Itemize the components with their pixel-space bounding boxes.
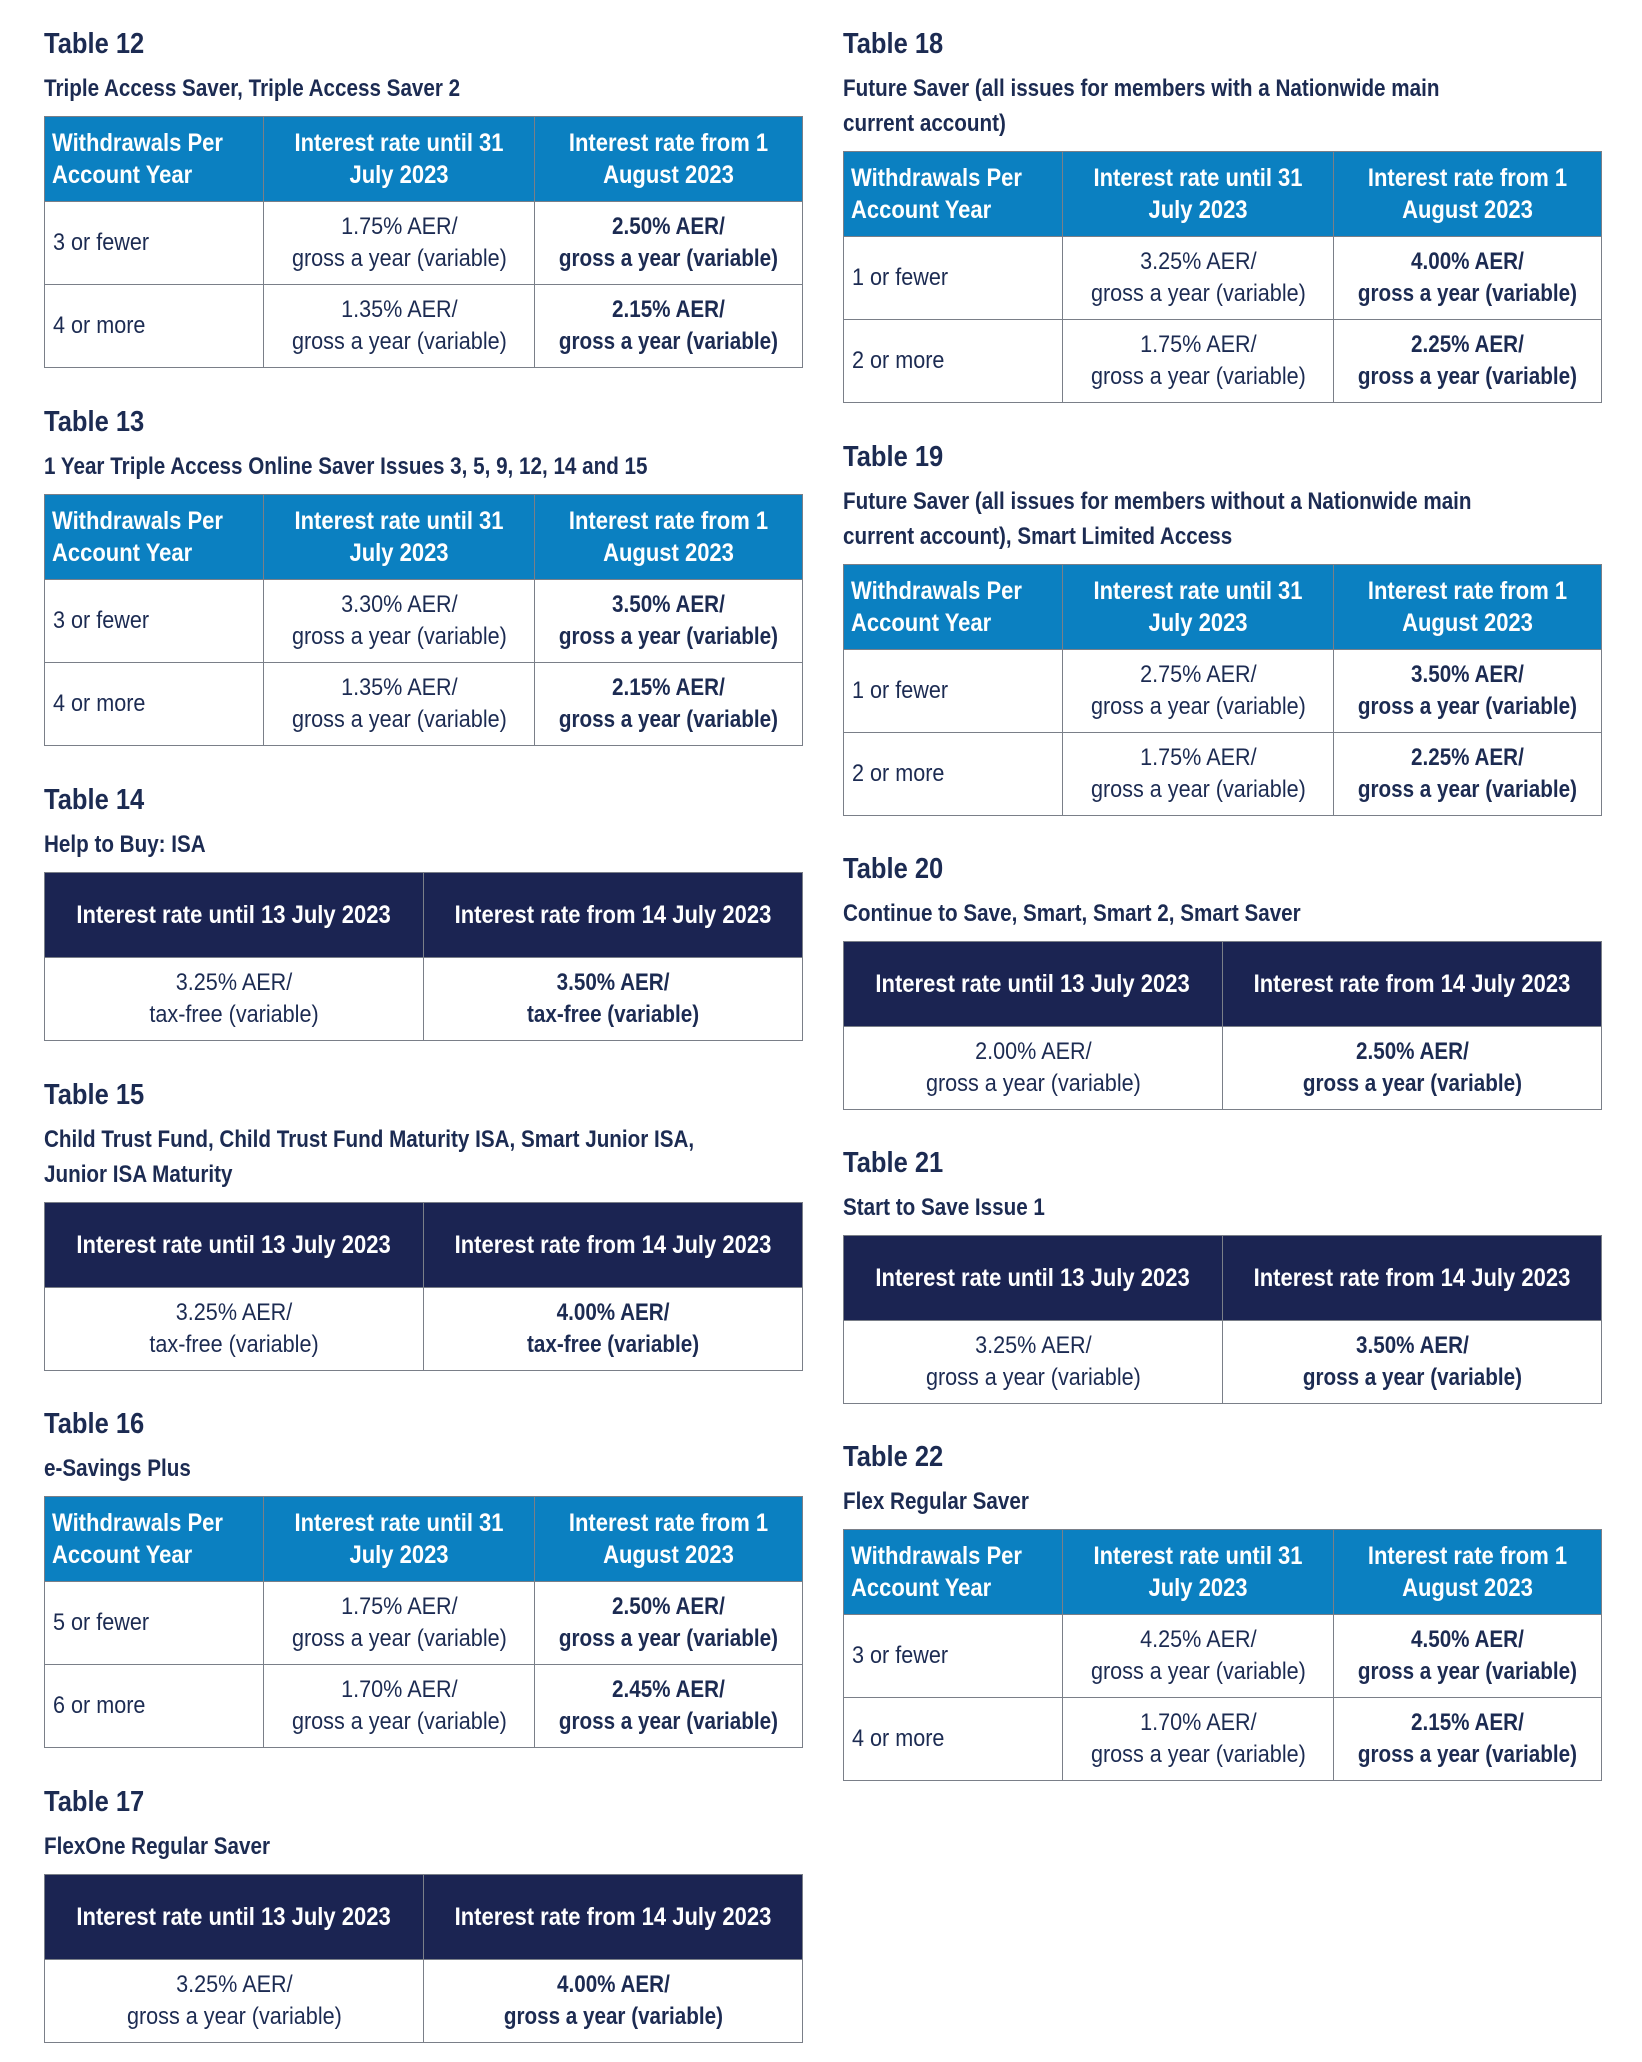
rate-until-cell: 1.75% AER/ gross a year (variable) [1063,733,1334,816]
withdrawals-cell: 1 or fewer [844,237,1063,320]
withdrawals-header: Withdrawals Per Account Year [45,117,264,202]
table-subtitle: FlexOne Regular Saver [44,1833,270,1860]
rate-until-cell: 2.75% AER/ gross a year (variable) [1063,650,1334,733]
withdrawals-cell: 2 or more [844,733,1063,816]
rate-from-header: Interest rate from 1 August 2023 [535,117,803,202]
withdrawals-cell: 4 or more [45,663,264,746]
table-row [45,1665,803,1748]
rates-table [843,1529,1602,1781]
table-row [45,1960,803,2043]
rate-from-header: Interest rate from 1 August 2023 [1334,565,1602,650]
rate-until-cell: 1.70% AER/ gross a year (variable) [1063,1698,1334,1781]
rate-until-header: Interest rate until 13 July 2023 [844,942,1223,1027]
table-subtitle: Flex Regular Saver [843,1488,1029,1515]
table-row [45,663,803,746]
table-17-section [44,1785,802,2043]
header-row [844,1530,1602,1615]
rate-until-header: Interest rate until 13 July 2023 [45,1203,424,1288]
header-row [45,495,803,580]
header-row [844,565,1602,650]
withdrawals-cell: 5 or fewer [45,1582,264,1665]
rate-from-cell: 4.00% AER/ gross a year (variable) [1334,237,1602,320]
rate-until-cell: 2.00% AER/ gross a year (variable) [844,1027,1223,1110]
rate-until-header: Interest rate until 13 July 2023 [844,1236,1223,1321]
withdrawals-cell: 4 or more [45,285,264,368]
table-row [844,1698,1602,1781]
rate-from-cell: 2.25% AER/ gross a year (variable) [1334,733,1602,816]
table-subtitle: 1 Year Triple Access Online Saver Issues 3, 5, 9, 12, 14 and 15 [44,453,648,480]
rate-until-cell: 3.25% AER/ gross a year (variable) [1063,237,1334,320]
rate-until-header: Interest rate until 31 July 2023 [264,1497,535,1582]
rate-until-cell: 3.30% AER/ gross a year (variable) [264,580,535,663]
rate-until-header: Interest rate until 31 July 2023 [264,117,535,202]
table-20-section [843,852,1601,1110]
rates-table [843,941,1602,1110]
table-15-section [44,1078,802,1371]
rate-from-cell: 3.50% AER/ gross a year (variable) [535,580,803,663]
rate-until-header: Interest rate until 31 July 2023 [264,495,535,580]
table-row [45,202,803,285]
rate-until-cell: 4.25% AER/ gross a year (variable) [1063,1615,1334,1698]
rate-from-header: Interest rate from 14 July 2023 [424,1203,803,1288]
table-row [45,580,803,663]
table-row [844,733,1602,816]
rate-until-header: Interest rate until 13 July 2023 [45,873,424,958]
withdrawals-cell: 2 or more [844,320,1063,403]
table-title: Table 12 [44,28,145,60]
rate-from-cell: 2.15% AER/ gross a year (variable) [1334,1698,1602,1781]
table-title: Table 14 [44,784,145,816]
withdrawals-cell: 3 or fewer [45,580,264,663]
rate-from-cell: 2.50% AER/ gross a year (variable) [1223,1027,1602,1110]
table-title: Table 16 [44,1408,145,1440]
rate-from-header: Interest rate from 1 August 2023 [535,1497,803,1582]
table-row [45,1582,803,1665]
rate-from-header: Interest rate from 14 July 2023 [424,873,803,958]
table-22-section [843,1440,1601,1781]
rate-from-cell: 4.00% AER/ tax-free (variable) [424,1288,803,1371]
table-row [45,285,803,368]
rate-until-cell: 3.25% AER/ tax-free (variable) [45,1288,424,1371]
rates-table [44,116,803,368]
table-subtitle: Triple Access Saver, Triple Access Saver 2 [44,75,461,102]
table-subtitle: Help to Buy: ISA [44,831,206,858]
rate-until-cell: 1.70% AER/ gross a year (variable) [264,1665,535,1748]
rates-table [843,151,1602,403]
rates-table [44,1496,803,1748]
rate-from-cell: 2.15% AER/ gross a year (variable) [535,663,803,746]
withdrawals-cell: 3 or fewer [45,202,264,285]
table-row [844,1027,1602,1110]
table-14-section [44,783,802,1041]
table-title: Table 22 [843,1441,944,1473]
header-row [45,1497,803,1582]
rate-from-cell: 2.50% AER/ gross a year (variable) [535,202,803,285]
withdrawals-header: Withdrawals Per Account Year [45,1497,264,1582]
withdrawals-cell: 4 or more [844,1698,1063,1781]
rate-from-cell: 2.50% AER/ gross a year (variable) [535,1582,803,1665]
rate-from-cell: 2.15% AER/ gross a year (variable) [535,285,803,368]
withdrawals-cell: 3 or fewer [844,1615,1063,1698]
rate-from-header: Interest rate from 1 August 2023 [1334,1530,1602,1615]
header-row [844,1236,1602,1321]
table-row [844,1321,1602,1404]
rate-until-cell: 3.25% AER/ gross a year (variable) [844,1321,1223,1404]
rates-table [843,1235,1602,1404]
header-row [45,1203,803,1288]
withdrawals-header: Withdrawals Per Account Year [844,1530,1063,1615]
rate-until-cell: 3.25% AER/ gross a year (variable) [45,1960,424,2043]
rate-until-header: Interest rate until 31 July 2023 [1063,565,1334,650]
rate-until-cell: 3.25% AER/ tax-free (variable) [45,958,424,1041]
rate-until-cell: 1.75% AER/ gross a year (variable) [1063,320,1334,403]
rate-until-cell: 1.75% AER/ gross a year (variable) [264,202,535,285]
table-row [45,1288,803,1371]
rates-table [44,1202,803,1371]
rates-table [843,564,1602,816]
withdrawals-header: Withdrawals Per Account Year [45,495,264,580]
table-19-section [843,440,1601,816]
table-title: Table 19 [843,441,944,473]
table-row [45,958,803,1041]
rate-from-header: Interest rate from 1 August 2023 [1334,152,1602,237]
table-16-section [44,1407,802,1748]
rate-from-header: Interest rate from 14 July 2023 [1223,942,1602,1027]
header-row [45,873,803,958]
table-12-section [44,27,802,368]
table-21-section [843,1146,1601,1404]
rate-until-cell: 1.75% AER/ gross a year (variable) [264,1582,535,1665]
header-row [844,942,1602,1027]
table-row [844,320,1602,403]
table-subtitle: Continue to Save, Smart, Smart 2, Smart Saver [843,900,1301,927]
header-row [45,117,803,202]
table-subtitle: Future Saver (all issues for members with a Nationwide main current account) [843,75,1440,137]
withdrawals-header: Withdrawals Per Account Year [844,565,1063,650]
table-subtitle: Start to Save Issue 1 [843,1194,1045,1221]
rate-from-cell: 4.50% AER/ gross a year (variable) [1334,1615,1602,1698]
rate-from-cell: 3.50% AER/ gross a year (variable) [1334,650,1602,733]
rate-from-cell: 3.50% AER/ gross a year (variable) [1223,1321,1602,1404]
table-title: Table 20 [843,853,944,885]
header-row [45,1875,803,1960]
table-subtitle: e-Savings Plus [44,1455,191,1482]
withdrawals-cell: 1 or fewer [844,650,1063,733]
table-title: Table 13 [44,406,145,438]
rate-from-header: Interest rate from 14 July 2023 [424,1875,803,1960]
table-title: Table 15 [44,1079,145,1111]
table-title: Table 17 [44,1786,145,1818]
rate-from-cell: 3.50% AER/ tax-free (variable) [424,958,803,1041]
rate-until-header: Interest rate until 13 July 2023 [45,1875,424,1960]
header-row [844,152,1602,237]
rate-until-header: Interest rate until 31 July 2023 [1063,152,1334,237]
rates-table [44,494,803,746]
table-title: Table 21 [843,1147,944,1179]
rates-table [44,872,803,1041]
rate-from-cell: 2.25% AER/ gross a year (variable) [1334,320,1602,403]
withdrawals-cell: 6 or more [45,1665,264,1748]
rate-from-cell: 4.00% AER/ gross a year (variable) [424,1960,803,2043]
rate-until-cell: 1.35% AER/ gross a year (variable) [264,285,535,368]
table-13-section [44,405,802,746]
table-row [844,650,1602,733]
rate-from-cell: 2.45% AER/ gross a year (variable) [535,1665,803,1748]
table-row [844,237,1602,320]
rate-until-header: Interest rate until 31 July 2023 [1063,1530,1334,1615]
rates-table [44,1874,803,2043]
table-subtitle: Child Trust Fund, Child Trust Fund Maturity ISA, Smart Junior ISA, Junior ISA Maturity [44,1126,695,1188]
table-subtitle: Future Saver (all issues for members without a Nationwide main current account), Smart Limited Access [843,488,1472,550]
rate-until-cell: 1.35% AER/ gross a year (variable) [264,663,535,746]
table-row [844,1615,1602,1698]
rate-from-header: Interest rate from 1 August 2023 [535,495,803,580]
table-18-section [843,27,1601,403]
table-title: Table 18 [843,28,944,60]
withdrawals-header: Withdrawals Per Account Year [844,152,1063,237]
rate-from-header: Interest rate from 14 July 2023 [1223,1236,1602,1321]
